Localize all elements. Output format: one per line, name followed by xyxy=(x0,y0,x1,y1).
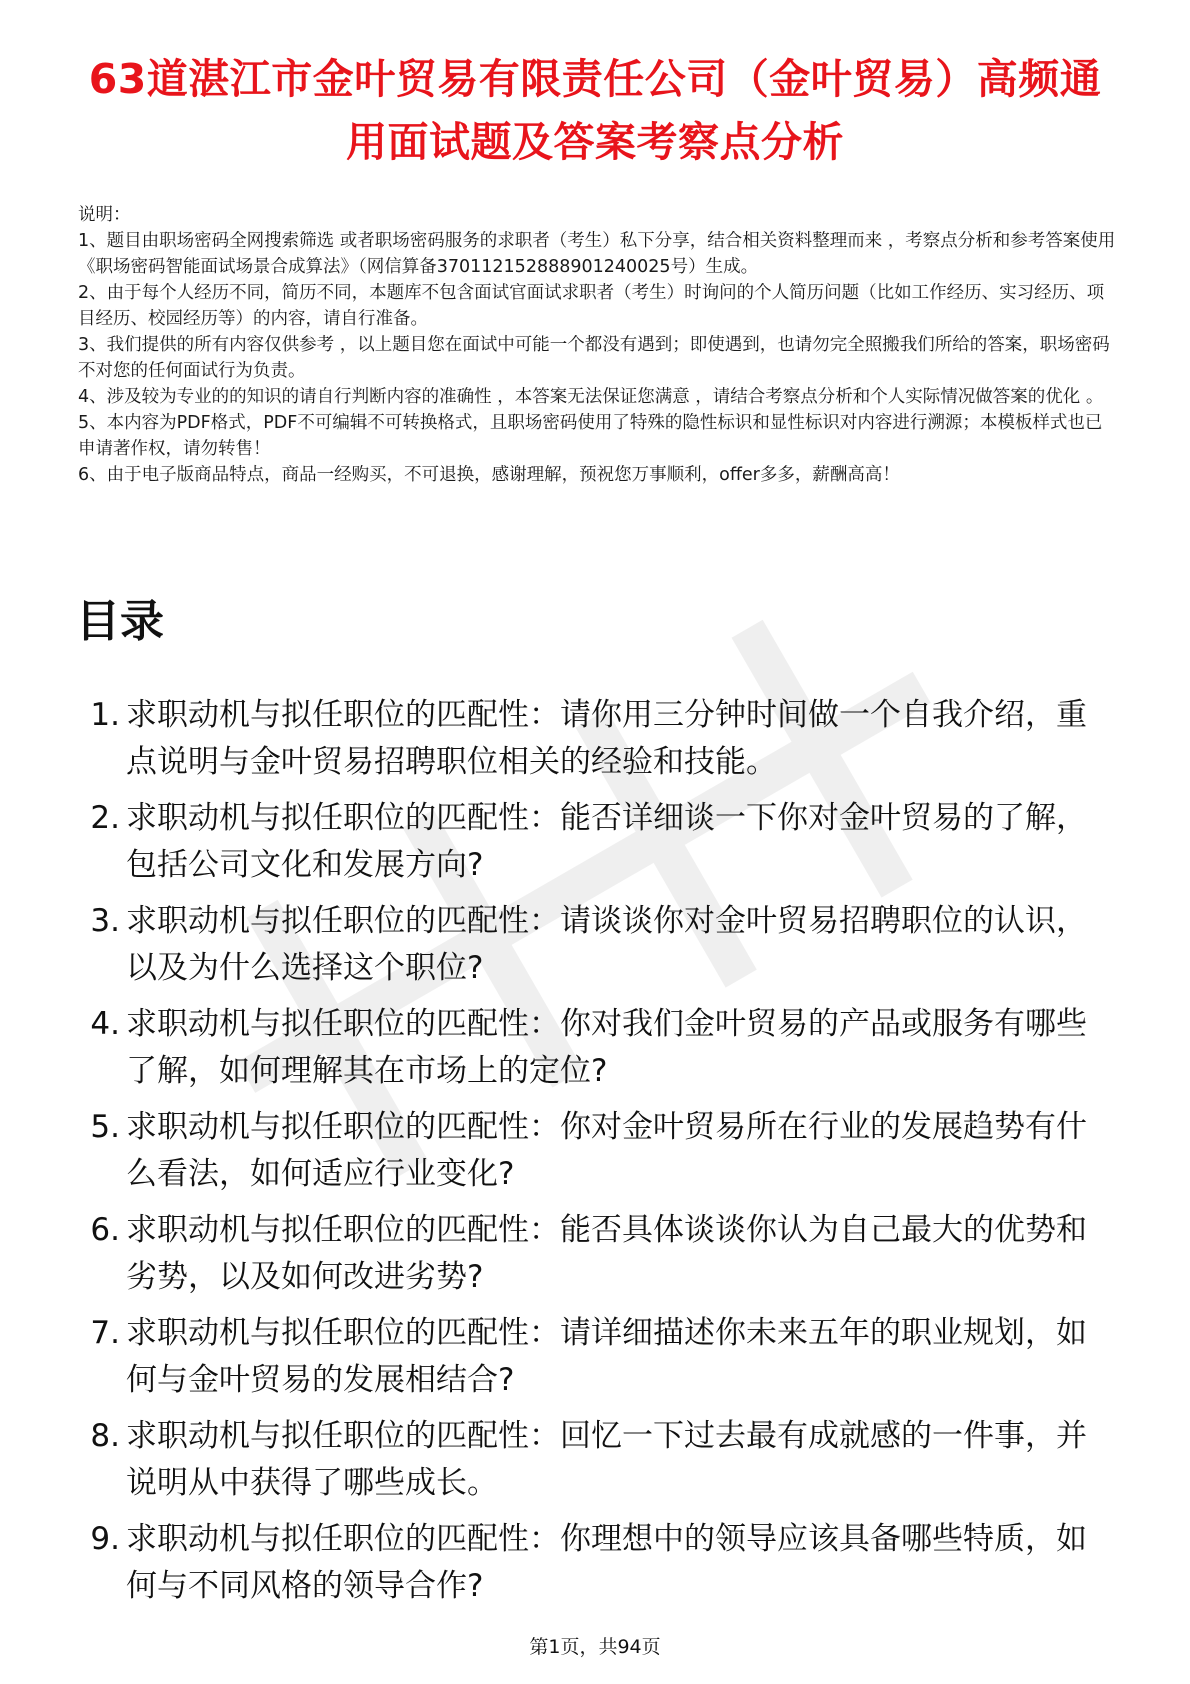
toc-item-text: 求职动机与拟任职位的匹配性：你理想中的领导应该具备哪些特质，如何与不同风格的领导合作? xyxy=(126,1521,1087,1604)
toc-item-text: 求职动机与拟任职位的匹配性：能否具体谈谈你认为自己最大的优势和劣势，以及如何改进劣势? xyxy=(126,1212,1087,1295)
toc-item-text: 求职动机与拟任职位的匹配性：能否详细谈一下你对金叶贸易的了解，包括公司文化和发展方向? xyxy=(126,800,1087,883)
document-title: 63道湛江市金叶贸易有限责任公司（金叶贸易）高频通用面试题及答案考察点分析 xyxy=(88,55,1102,166)
toc-heading: 目录 xyxy=(76,596,164,647)
toc-item-text: 求职动机与拟任职位的匹配性：回忆一下过去最有成就感的一件事，并说明从中获得了哪些成长。 xyxy=(126,1418,1087,1501)
toc-item-number: 4. xyxy=(90,1006,120,1042)
toc-item-number: 9. xyxy=(90,1521,120,1557)
toc-item[interactable] xyxy=(74,898,1114,992)
notes-heading: 说明： xyxy=(78,205,131,225)
toc-item[interactable] xyxy=(74,1104,1114,1198)
toc-item-text: 求职动机与拟任职位的匹配性：你对我们金叶贸易的产品或服务有哪些了解，如何理解其在市场上的定位? xyxy=(126,1006,1087,1089)
toc-item-number: 6. xyxy=(90,1212,120,1248)
toc-item[interactable] xyxy=(74,1001,1114,1095)
toc-item-number: 8. xyxy=(90,1418,120,1454)
toc-item-number: 1. xyxy=(90,697,120,733)
toc-item-text: 求职动机与拟任职位的匹配性：请谈谈你对金叶贸易招聘职位的认识，以及为什么选择这个职位? xyxy=(126,903,1087,986)
notes-section xyxy=(78,202,1118,488)
toc-item[interactable] xyxy=(74,1413,1114,1507)
note-item: 1、题目由职场密码全网搜索筛选 或者职场密码服务的求职者（考生）私下分享，结合相关资料整理而来 ，考察点分析和参考答案使用《职场密码智能面试场景合成算法》（网信算备370112152888901240025号）生成。 xyxy=(78,231,1116,277)
note-item: 5、本内容为PDF格式，PDF不可编辑不可转换格式，且职场密码使用了特殊的隐性标识和显性标识对内容进行溯源；本模板样式也已申请著作权，请勿转售！ xyxy=(78,413,1103,459)
toc-item-number: 7. xyxy=(90,1315,120,1351)
toc-item[interactable] xyxy=(74,795,1114,889)
toc-item-number: 2. xyxy=(90,800,120,836)
note-item: 2、由于每个人经历不同，简历不同，本题库不包含面试官面试求职者（考生）时询问的个人简历问题（比如工作经历、实习经历、项目经历、校园经历等）的内容，请自行准备。 xyxy=(78,283,1105,329)
page-number: 第1页，共94页 xyxy=(529,1636,661,1658)
toc-item-text: 求职动机与拟任职位的匹配性：请详细描述你未来五年的职业规划，如何与金叶贸易的发展相结合? xyxy=(126,1315,1087,1398)
toc-item-number: 3. xyxy=(90,903,120,939)
note-item: 6、由于电子版商品特点，商品一经购买，不可退换，感谢理解，预祝您万事顺利，offer多多，薪酬高高！ xyxy=(78,465,900,485)
note-item: 4、涉及较为专业的的知识的请自行判断内容的准确性 ，本答案无法保证您满意 ，请结合考察点分析和个人实际情况做答案的优化 。 xyxy=(78,387,1104,407)
note-item: 3、我们提供的所有内容仅供参考 ，以上题目您在面试中可能一个都没有遇到；即使遇到，也请勿完全照搬我们所给的答案，职场密码不对您的任何面试行为负责。 xyxy=(78,335,1110,381)
toc-item[interactable] xyxy=(74,1516,1114,1610)
toc-item-number: 5. xyxy=(90,1109,120,1145)
toc-item[interactable] xyxy=(74,1207,1114,1301)
toc-list xyxy=(74,692,1114,1619)
toc-item-text: 求职动机与拟任职位的匹配性：请你用三分钟时间做一个自我介绍，重点说明与金叶贸易招聘职位相关的经验和技能。 xyxy=(126,697,1087,780)
toc-item[interactable] xyxy=(74,1310,1114,1404)
toc-item[interactable] xyxy=(74,692,1114,786)
toc-item-text: 求职动机与拟任职位的匹配性：你对金叶贸易所在行业的发展趋势有什么看法，如何适应行业变化? xyxy=(126,1109,1087,1192)
